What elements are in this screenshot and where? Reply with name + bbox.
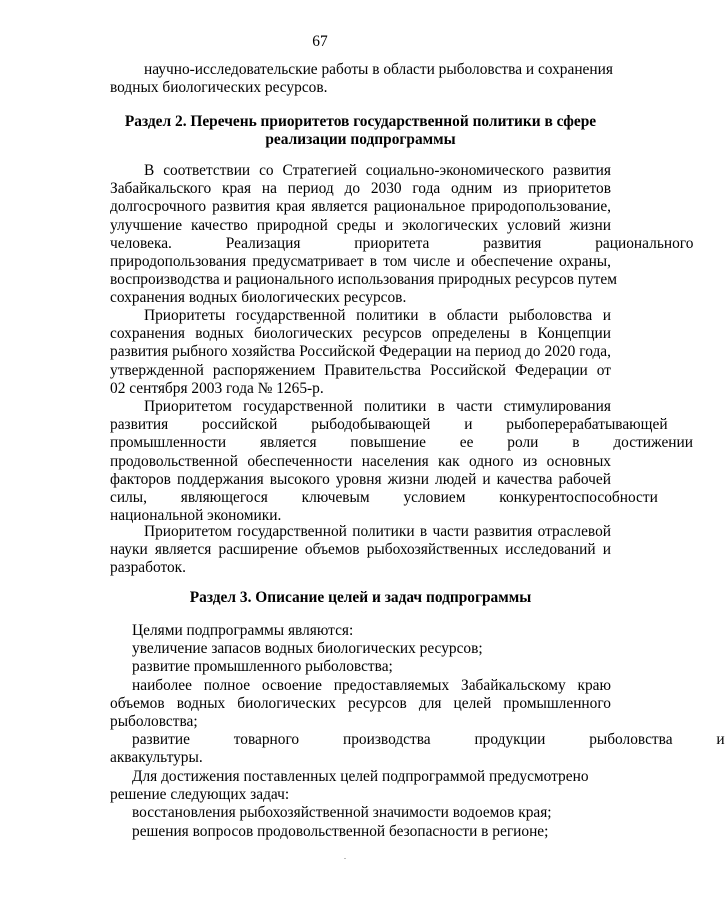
text-line: Приоритеты государственной политики в области рыболовства и: [144, 307, 611, 324]
intro-paragraph: [110, 61, 611, 97]
section2-paragraph-4: [110, 523, 611, 578]
scan-speck: [344, 858, 346, 859]
text-line: Приоритетом государственной политики в части стимулирования: [144, 398, 611, 415]
heading-line: реализации подпрограммы: [265, 131, 456, 149]
text-line: силы, являющегося ключевым условием конкурентоспособности: [110, 489, 658, 507]
section3-heading: [110, 589, 611, 607]
list-item: развитие товарного производства продукции рыболовства и: [132, 731, 725, 749]
section3-goals: [110, 622, 725, 768]
text-line: факторов поддержания высокого уровня жизни людей и качества рабочей: [110, 470, 611, 488]
text-line: водных биологических ресурсов.: [110, 79, 328, 97]
text-line: науки является расширение объемов рыбохозяйственных исследований и: [110, 541, 611, 559]
list-item: наиболее полное освоение предоставляемых Забайкальскому краю: [132, 676, 611, 694]
list-item: развитие промышленного рыболовства;: [132, 658, 393, 676]
text-line: утвержденной распоряжением Правительства Российской Федерации от: [110, 361, 611, 379]
text-line: аквакультуры.: [110, 749, 203, 767]
page-number: 67: [312, 33, 328, 50]
section2-heading: [110, 113, 611, 149]
text-line: Приоритетом государственной политики в части развития отраслевой: [144, 523, 611, 540]
tasks-intro: Для достижения поставленных целей подпрограммой предусмотрено: [132, 768, 589, 785]
list-item: восстановления рыбохозяйственной значимости водоемов края;: [132, 804, 552, 822]
text-line: развития российской рыбодобывающей и рыбоперерабатывающей: [110, 416, 668, 434]
text-line: научно-исследовательские работы в области рыболовства и сохранения: [144, 61, 613, 78]
text-line: продовольственной обеспеченности населения как одного из основных: [110, 452, 611, 470]
section3-tasks: [110, 768, 611, 841]
text-line: объемов водных биологических ресурсов для целей промышленного: [110, 694, 611, 712]
text-line: улучшение качество природной среды и экологических условий жизни: [110, 216, 611, 234]
list-item: увеличение запасов водных биологических ресурсов;: [132, 640, 483, 658]
list-item: решения вопросов продовольственной безопасности в регионе;: [132, 822, 549, 840]
text-line: развития рыбного хозяйства Российской Федерации на период до 2020 года,: [110, 343, 611, 361]
section2-paragraph-3: [110, 398, 693, 525]
text-line: национальной экономики.: [110, 507, 282, 525]
text-line: природопользования предусматривает в том числе и обеспечение охраны,: [110, 253, 611, 271]
text-line: Забайкальского края на период до 2030 года одним из приоритетов: [110, 180, 611, 198]
heading-line: Раздел 3. Описание целей и задач подпрограммы: [189, 589, 532, 606]
heading-line: Раздел 2. Перечень приоритетов государственной политики в сфере: [124, 113, 597, 130]
text-line: долгосрочного развития края является рациональное природопользование,: [110, 198, 611, 216]
text-line: промышленности является повышение ее роли в достижении: [110, 434, 693, 452]
section2-paragraph-1: [110, 162, 694, 308]
text-line: рыболовства;: [110, 713, 198, 731]
section2-paragraph-2: [110, 307, 611, 398]
text-line: В соответствии со Стратегией социально-экономического развития: [144, 162, 611, 179]
text-line: воспроизводства и рационального использования природных ресурсов путем: [110, 271, 617, 289]
goals-intro: Целями подпрограммы являются:: [132, 622, 354, 639]
text-line: 02 сентября 2003 года № 1265-р.: [110, 379, 324, 397]
text-line: человека. Реализация приоритета развития рационального: [110, 234, 694, 252]
text-line: разработок.: [110, 559, 186, 577]
text-line: сохранения водных биологических ресурсов.: [110, 289, 407, 307]
text-line: решение следующих задач:: [110, 786, 290, 804]
text-line: сохранения водных биологических ресурсов определены в Концепции: [110, 325, 611, 343]
